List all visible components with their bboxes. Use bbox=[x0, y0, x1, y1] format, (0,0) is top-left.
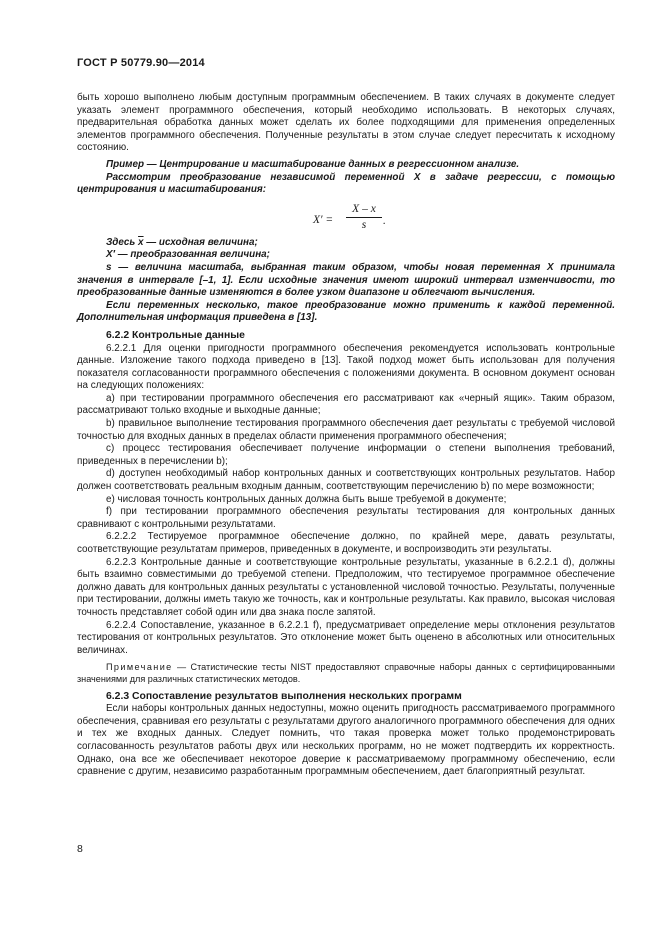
clause-6-2-3-text: Если наборы контрольных данных недоступны, можно оценить пригодность рассматриваемого программного обеспечения, сравнивая его результаты с результатами другого аналогичного программного обеспечения для одних и тех же входных данных. Следует помнить, что такая проверка может только продемонстрировать согласованность результатов работы двух или нескольких программ, но не может подтвердить их корректность. Однако, она все же обеспечивает некоторое доверие к рассматриваемому программному обеспечению, если сравнение с другим, независимо разработанным программным обеспечением, дает благоприятный результат. bbox=[77, 703, 615, 778]
clause-6-2-2-2: 6.2.2.2 Тестируемое программное обеспечение должно, по крайней мере, давать результаты, соответствующие результатам примеров, приведенных в документе, и воспроизводить эти результаты. bbox=[77, 531, 615, 555]
example-text: Рассмотрим преобразование независимой переменной X в задаче регрессии, с помощью центрирования и масштабирования: bbox=[77, 171, 615, 196]
note-text: — Статистические тесты NIST предоставляют справочные наборы данных с сертифицированными значениями для различных статистических методов. bbox=[77, 662, 615, 684]
definition-x bbox=[77, 237, 615, 250]
list-item-b: b) правильное выполнение тестирования программного обеспечения дает результаты с требуемой числовой точностью для входных данных в пределах области применения программного обеспечения; bbox=[77, 418, 615, 442]
definition-s: s — величина масштаба, выбранная таким образом, чтобы новая переменная X принимала значения в интервале [–1, 1]. Если исходные значения имеют широкий интервал изменчивости, то преобразованные данные изменяются в более узком диапазоне и облегчают вычисления. bbox=[77, 261, 615, 299]
formula-lhs: X′ = bbox=[313, 213, 334, 226]
page-body bbox=[77, 92, 615, 779]
list-item-f: f) при тестировании программного обеспечения результаты тестирования для контрольных данных сравнивают с контрольными результатами. bbox=[77, 506, 615, 530]
formula-denominator: s bbox=[361, 218, 367, 231]
example-title: Пример — Центрирование и масштабирование данных в регрессионном анализе. bbox=[106, 158, 520, 170]
fraction-bar bbox=[346, 217, 382, 218]
standard-header: ГОСТ Р 50779.90—2014 bbox=[77, 57, 205, 69]
definition-x-prefix: Здесь bbox=[106, 236, 136, 248]
note bbox=[77, 662, 615, 685]
clause-6-2-2-1: 6.2.2.1 Для оценки пригодности программного обеспечения рекомендуется использовать контрольные данные. Изложение такого подхода приведено в [13]. Такой подход может быть использован для получения показателя согласованности программного обеспечения с положениями документа. В основном документ основан на следующих положениях: bbox=[77, 342, 615, 392]
page-number: 8 bbox=[77, 843, 83, 855]
centering-formula bbox=[77, 197, 615, 237]
clause-6-2-2-4: 6.2.2.4 Сопоставление, указанное в 6.2.2.1 f), предусматривает определение меры отклонения результатов тестирования от контрольных результатов. Это отклонение может быть оценено в абсолютных или относительных величинах. bbox=[77, 619, 615, 656]
list-item-d: d) доступен необходимый набор контрольных данных и соответствующих контрольных результатов. Набор должен соответствовать реальным входным данным, соответствующим перечислению b) по мере возможности; bbox=[77, 468, 615, 493]
clause-6-2-2-3: 6.2.2.3 Контрольные данные и соответствующие контрольные результаты, указанные в 6.2.2.1 d), должны быть взаимно совместимыми до требуемой степени. Предположим, что тестируемое программное обеспечение должно давать для контрольных данных результаты с установленной числовой точностью. Результаты, полученные при тестировании, должны иметь такую же точность, как и контрольные результаты. Как правило, высокая числовая точность представляет собой один или два знака после запятой. bbox=[77, 556, 615, 618]
definition-x-symbol: $\overline{x}$ bbox=[138, 236, 144, 248]
definition-xprime: X′ — преобразованная величина; bbox=[106, 249, 270, 261]
definition-x-text: — исходная величина; bbox=[146, 236, 258, 248]
intro-paragraph: быть хорошо выполнено любым доступным программным обеспечением. В таких случаях в документе следует указать элемент программного обеспечения, который необходимо использовать. В некоторых случаях, предварительная обработка данных может сделать их более подходящими для применения определенных элементов программного обеспечения. Полученные результаты в этом случае следует пересчитать к исходному состоянию. bbox=[77, 92, 615, 154]
list-item-c: c) процесс тестирования обеспечивает получение информации о степени выполнения требований, приведенных в перечислении b); bbox=[77, 443, 615, 467]
formula-end: . bbox=[383, 214, 386, 227]
formula-fraction bbox=[346, 203, 382, 232]
section-heading-6-2-3: 6.2.3 Сопоставление результатов выполнения нескольких программ bbox=[106, 690, 462, 702]
example-multi-variable: Если переменных несколько, такое преобразование можно применить к каждой переменной. Дополнительная информация приведена в [13]. bbox=[77, 299, 615, 324]
note-label: Примечание bbox=[106, 662, 173, 673]
list-item-a: a) при тестировании программного обеспечения его рассматривают как «черный ящик». Таким образом, рассматривают только входные и выходные данные; bbox=[77, 392, 615, 417]
section-heading-6-2-2: 6.2.2 Контрольные данные bbox=[106, 329, 245, 341]
list-item-e: e) числовая точность контрольных данных должна быть выше требуемой в документе; bbox=[106, 493, 507, 505]
formula-numerator: X – x bbox=[352, 202, 376, 215]
